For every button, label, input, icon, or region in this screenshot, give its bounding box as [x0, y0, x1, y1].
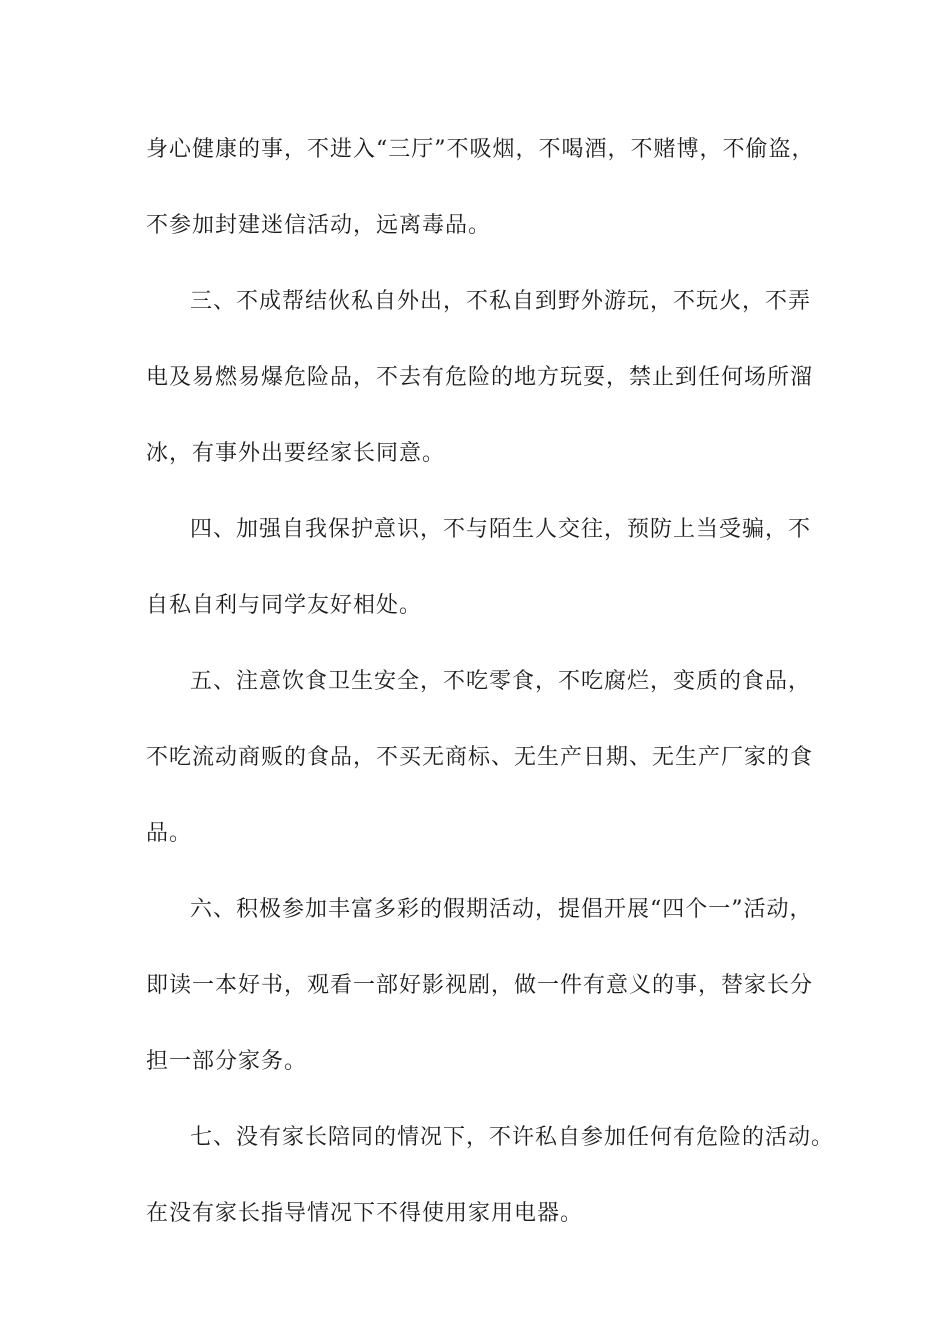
text-line: 电及易燃易爆危险品，不去有危险的地方玩耍，禁止到任何场所溜: [146, 365, 814, 390]
document-body: [146, 128, 836, 1268]
text-line: 品。: [146, 821, 193, 846]
text-line: 不参加封建迷信活动，远离毒品。: [146, 213, 492, 238]
text-line: 自私自利与同学友好相处。: [146, 593, 423, 618]
paragraph-start-line: 四、加强自我保护意识，不与陌生人交往，预防上当受骗，不: [190, 517, 812, 542]
text-line: 身心健康的事，不进入“三厅”不吸烟，不喝酒，不赌博，不偷盗，: [146, 137, 815, 162]
text-line: 即读一本好书，观看一部好影视剧，做一件有意义的事，替家长分: [146, 973, 814, 998]
paragraph-start-line: 七、没有家长陪同的情况下，不许私自参加任何有危险的活动。: [190, 1125, 835, 1150]
text-line: 冰，有事外出要经家长同意。: [146, 441, 446, 466]
text-line: 在没有家长指导情况下不得使用家用电器。: [146, 1201, 584, 1226]
paragraph-start-line: 五、注意饮食卫生安全，不吃零食，不吃腐烂，变质的食品，: [190, 669, 812, 694]
text-line: 担一部分家务。: [146, 1049, 308, 1074]
text-line: 不吃流动商贩的食品，不买无商标、无生产日期、无生产厂家的食: [146, 745, 814, 770]
paragraph-start-line: 三、不成帮结伙私自外出，不私自到野外游玩，不玩火，不弄: [190, 289, 812, 314]
paragraph-start-line: 六、积极参加丰富多彩的假期活动，提倡开展“四个一”活动，: [190, 897, 813, 922]
